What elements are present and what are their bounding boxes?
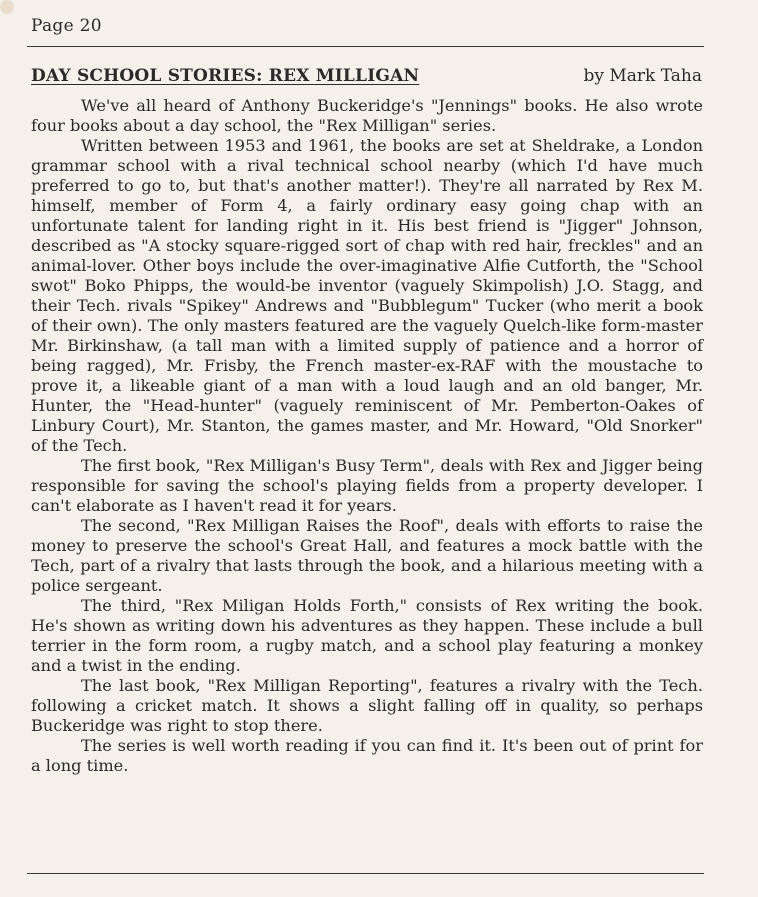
article-body <box>31 96 703 776</box>
article-byline: by Mark Taha <box>583 66 702 86</box>
paper-smudge <box>0 0 14 14</box>
article-paragraph: The first book, "Rex Milligan's Busy Term", deals with Rex and Jigger being responsible for saving the school's playing fields from a property developer. I can't elaborate as I haven't read it for years. <box>31 456 703 515</box>
article-title: DAY SCHOOL STORIES: REX MILLIGAN <box>31 66 420 86</box>
article-paragraph: The second, "Rex Milligan Raises the Roof", deals with efforts to raise the money to preserve the school's Great Hall, and features a mock battle with the Tech, part of a rivalry that lasts through the book, and a hilarious meeting with a police sergeant. <box>31 516 703 595</box>
header-rule <box>27 46 704 47</box>
article-paragraph: We've all heard of Anthony Buckeridge's "Jennings" books. He also wrote four books about a day school, the "Rex Milligan" series. <box>31 96 703 135</box>
article-paragraph: The third, "Rex Miligan Holds Forth," consists of Rex writing the book. He's shown as writing down his adventures as they happen. These include a bull terrier in the form room, a rugby match, and a school play featuring a monkey and a twist in the ending. <box>31 596 703 675</box>
article-paragraph: The last book, "Rex Milligan Reporting", features a rivalry with the Tech. following a cricket match. It shows a slight falling off in quality, so perhaps Buckeridge was right to stop there. <box>31 676 703 735</box>
page-number: Page 20 <box>31 16 102 36</box>
article-paragraph: Written between 1953 and 1961, the books are set at Sheldrake, a London grammar school with a rival technical school nearby (which I'd have much preferred to go to, but that's another matter!). They're all narrated by Rex M. himself, member of Form 4, a fairly ordinary easy going chap with an unfortunate talent for landing right in it. His best friend is "Jigger" Johnson, described as "A stocky square-rigged sort of chap with red hair, freckles" and an animal-lover. Other boys include the over-imaginative Alfie Cutforth, the "School swot" Boko Phipps, the would-be inventor (vaguely Skimpolish) J.O. Stagg, and their Tech. rivals "Spikey" Andrews and "Bubblegum" Tucker (who merit a book of their own). The only masters featured are the vaguely Quelch-like form-master Mr. Birkinshaw, (a tall man with a limited supply of patience and a horror of being ragged), Mr. Frisby, the French master-ex-RAF with the moustache to prove it, a likeable giant of a man with a loud laugh and an old banger, Mr. Hunter, the "Head-hunter" (vaguely reminiscent of Mr. Pemberton-Oakes of Linbury Court), Mr. Stanton, the games master, and Mr. Howard, "Old Snorker" of the Tech. <box>31 136 703 455</box>
footer-rule <box>27 873 704 874</box>
article-paragraph: The series is well worth reading if you can find it. It's been out of print for a long time. <box>31 736 703 775</box>
